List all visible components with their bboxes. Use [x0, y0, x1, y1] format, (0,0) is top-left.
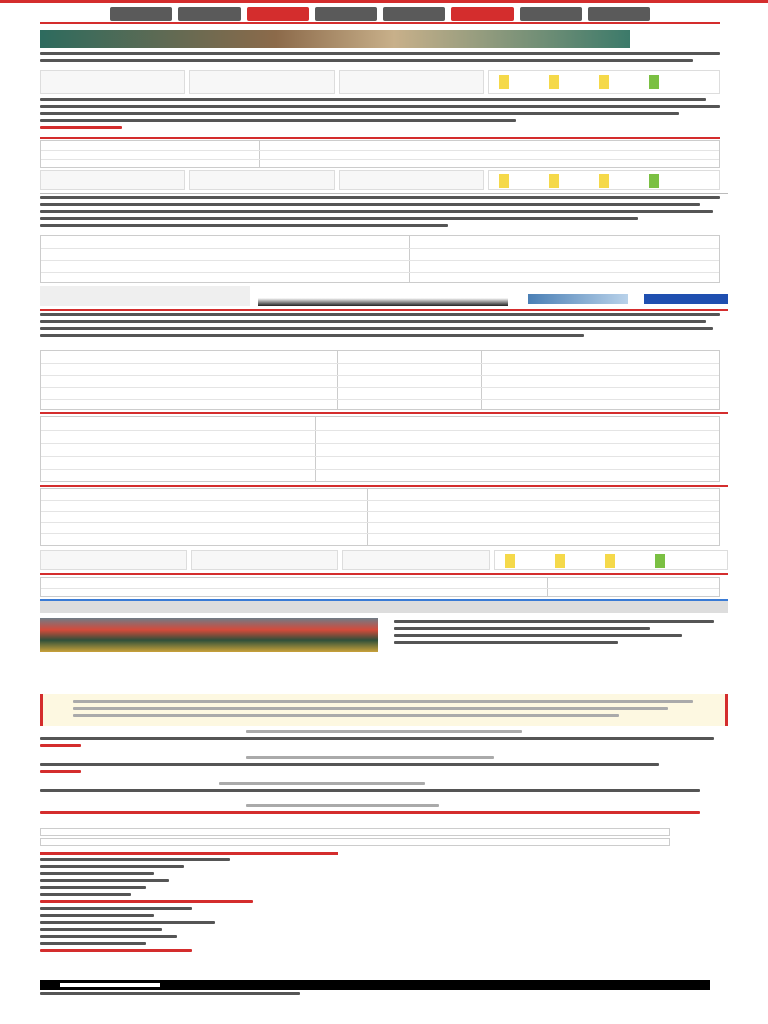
- section-divider: [40, 412, 728, 414]
- spec-table: [40, 350, 720, 410]
- comment-list: [40, 730, 728, 824]
- masthead: [0, 0, 768, 22]
- footer-text: [60, 983, 160, 987]
- spec-table: [40, 416, 720, 482]
- ad-banner[interactable]: [40, 550, 728, 570]
- header-divider: [40, 22, 720, 24]
- article-intro: [40, 52, 720, 70]
- ad-slot[interactable]: [342, 550, 489, 570]
- section-divider: [40, 193, 728, 194]
- gallery-thumbnail[interactable]: [644, 294, 728, 304]
- comment-box[interactable]: [40, 694, 728, 726]
- related-links-heading: [40, 852, 338, 855]
- ad-banner[interactable]: [40, 170, 720, 190]
- comment-item: [40, 756, 728, 780]
- spec-table: [40, 577, 720, 597]
- feature-teaser[interactable]: [394, 620, 714, 654]
- article-body: [40, 98, 720, 138]
- reply-form[interactable]: [40, 828, 728, 848]
- ad-slot[interactable]: [189, 170, 334, 190]
- hero-image: [40, 30, 630, 48]
- article-body: [40, 196, 720, 234]
- ad-banner[interactable]: [40, 70, 720, 94]
- ad-product-tiles[interactable]: [494, 550, 728, 570]
- comment-item: [40, 782, 728, 802]
- ad-product-tiles[interactable]: [488, 170, 720, 190]
- ad-slot[interactable]: [339, 170, 484, 190]
- site-logo[interactable]: [110, 7, 650, 21]
- ad-slot[interactable]: [339, 70, 484, 94]
- section-divider: [40, 309, 728, 311]
- ad-slot[interactable]: [40, 170, 185, 190]
- gallery-thumbnail[interactable]: [40, 286, 250, 306]
- spec-table: [40, 235, 720, 283]
- ad-slot[interactable]: [191, 550, 338, 570]
- section-divider: [40, 573, 728, 575]
- ad-slot[interactable]: [40, 550, 187, 570]
- ad-product-tiles[interactable]: [488, 70, 720, 94]
- article-body: [40, 313, 720, 349]
- feature-image[interactable]: [40, 618, 378, 652]
- ad-leaderboard[interactable]: [40, 599, 728, 613]
- comment-item: [40, 804, 728, 824]
- hero-caption: [640, 32, 720, 42]
- ad-slot[interactable]: [189, 70, 334, 94]
- related-links-list: [40, 858, 420, 968]
- reply-input[interactable]: [40, 838, 670, 846]
- spec-table: [40, 140, 720, 168]
- image-gallery: [40, 286, 728, 306]
- gallery-thumbnail[interactable]: [528, 294, 628, 304]
- gallery-thumbnail[interactable]: [258, 286, 508, 306]
- comment-item: [40, 730, 728, 754]
- reply-input[interactable]: [40, 828, 670, 836]
- footer-links[interactable]: [40, 992, 300, 1000]
- spec-table: [40, 488, 720, 546]
- comment-box-text: [73, 700, 693, 722]
- section-divider: [40, 137, 720, 139]
- ad-slot[interactable]: [40, 70, 185, 94]
- site-footer: [40, 980, 710, 990]
- section-divider: [40, 485, 728, 487]
